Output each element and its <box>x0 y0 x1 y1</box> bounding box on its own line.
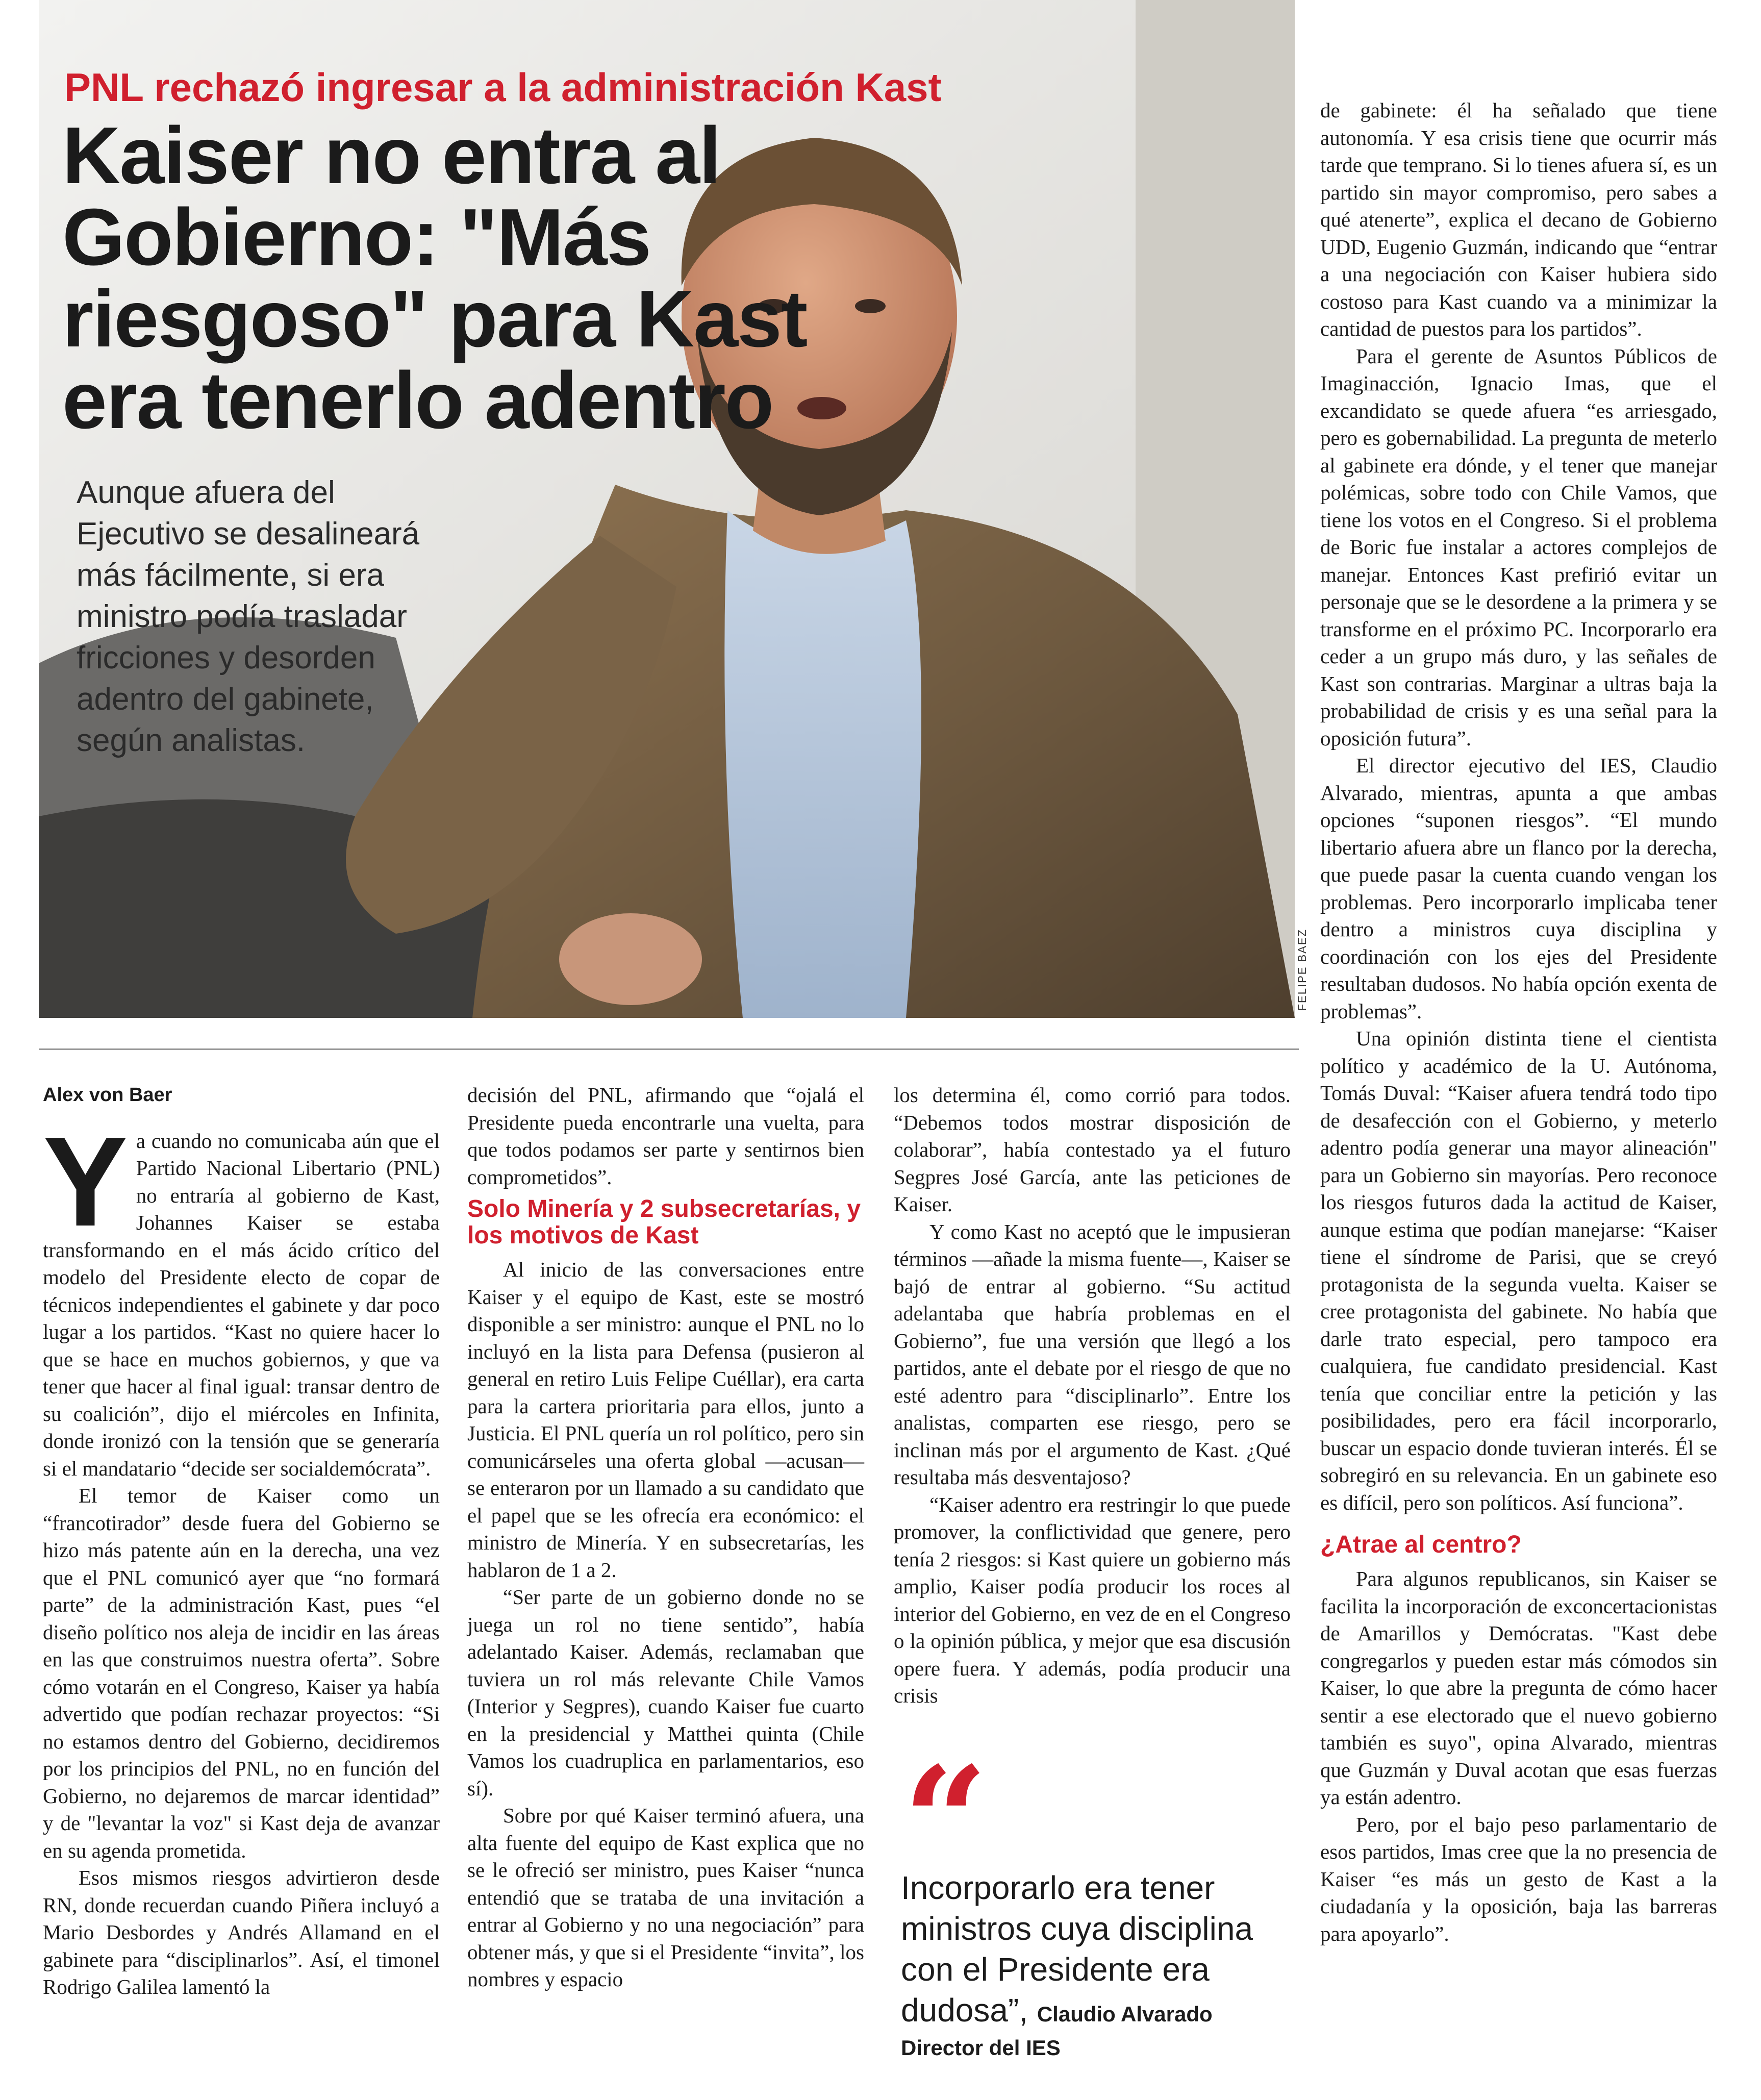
headline <box>62 111 878 445</box>
dek-line: adentro del gabinete, <box>77 682 374 717</box>
dek-line: Ejecutivo se desalineará <box>77 516 420 552</box>
subhead: ¿Atrae al centro? <box>1320 1531 1522 1558</box>
headline-line: Kaiser no entra al <box>62 111 720 201</box>
section-divider <box>39 1048 1299 1050</box>
dek-line: ministro podía trasladar <box>77 599 407 634</box>
paragraph: los determina él, como corrió para todos. “Debemos todos mostrar disposición de colaborar”, había contestado ya el futuro Segpres José García, ante las peticiones de Kaiser. <box>894 1083 1291 1216</box>
article-column-4 <box>1320 97 1717 1947</box>
pull-quote-text: Incorporarlo era tener ministros cuya disciplina con el Presidente era dudosa”, <box>901 1869 1253 2029</box>
paragraph: El temor de Kaiser como un “francotirador” desde fuera del Gobierno se hizo más patente aún en la derecha, una vez que el PNL comunicó ayer que “no formará parte” de la administración Kast, pues “el diseño político nos aleja de incidir en las áreas en las que construimos nuestra oferta”. Sobre cómo votarán en el Congreso, Kaiser ya había advertido que podían rechazar proyectos: “Si no estamos dentro del Gobierno, decidiremos por los principios del PNL, no en función del Gobierno, no dejaremos de marcar identidad” y de "levantar la voz" si Kast deja de avanzar en su agenda prometida. <box>43 1484 440 1862</box>
paragraph: decisión del PNL, afirmando que “ojalá el Presidente pueda encontrarle una vuelta, para que todos podamos ser parte y sentirnos bien comprometidos”. <box>467 1083 864 1189</box>
paragraph: Una opinión distinta tiene el cientista político y académico de la U. Autónoma, Tomás Duval: “Kaiser afuera tendrá todo tipo de desafección con el Gobierno, y meterlo adentro podía generar una mayor alineación" para un Gobierno sin mayorías. Pero reconoce los riesgos futuros dada la actitud de Kaiser, aunque estima que podían manejarse: “Kaiser tiene el síndrome de Parisi, que se creyó protagonista de la segunda vuelta. Kaiser se cree protagonista del gabinete. No había que darle trato especial, pero tampoco era cualquiera, fue candidato presidencial. Kast tenía que conciliar entre la petición y las posibilidades, pero era fácil incorporarlo, buscar un espacio donde tuvieran interés. Él se sobregiró en su relevancia. En un gabinete eso es difícil, pero son políticos. Así funciona”. <box>1320 1027 1717 1514</box>
headline-line: riesgoso" para Kast <box>62 274 807 364</box>
subhead: Solo Minería y 2 subsecretarías, y los motivos de Kast <box>467 1195 861 1249</box>
paragraph: Al inicio de las conversaciones entre Kaiser y el equipo de Kast, este se mostró disponible a ser ministro: aunque el PNL no lo incluyó en la lista para Defensa (pusieron al general en retiro Luis Felipe Cuéllar), era carta para la cartera prioritaria para ellos, junto a Justicia. El PNL quería un rol político, pero sin comunicárseles una oferta global —acusan— se enteraron por un llamado a su candidato que el papel que se les ofrecía era económico: el ministro de Minería. Y en subsecretarías, les hablaron de 1 a 2. <box>467 1258 864 1582</box>
lead-paragraph <box>43 1110 440 1483</box>
paragraph: Pero, por el bajo peso parlamentario de esos partidos, Imas cree que la no presencia de Kaiser “es más un gesto de Kast a la ciudadanía y la oposición, baja las barreras para apoyarlo”. <box>1320 1812 1717 1945</box>
quote-mark: “ <box>903 1735 988 1908</box>
dek-line: Aunque afuera del <box>77 475 335 510</box>
pull-quote-author: Claudio Alvarado <box>1037 2002 1213 2026</box>
paragraph: Para el gerente de Asuntos Públicos de Imaginacción, Ignacio Imas, que el excandidato se quede afuera “es arriesgado, pero es gobernabilidad. La pregunta de meterlo al gabinete era dónde, y el tener que manejar polémicas, sobre todo con Chile Vamos, que tiene los votos en el Congreso. Si el problema de Boric fue instalar a actores complejos de manejar. Entonces Kast prefirió evitar un personaje que se le desordene a la primera y se transforme en el próximo PC. Incorporarlo era ceder a un grupo más duro, y las señales de Kast son contrarias. Marginar a ultras baja la probabilidad de crisis y es una señal para la oposición futura”. <box>1320 344 1717 750</box>
pull-quote <box>901 1867 1309 2061</box>
dek-line: más fácilmente, si era <box>77 558 384 593</box>
dek-line: fricciones y desorden <box>77 640 375 676</box>
headline-line: Gobierno: "Más <box>62 192 650 282</box>
paragraph: Y como Kast no aceptó que le impusieran términos —añade la misma fuente—, Kaiser se bajó de entrar al gobierno. “Su actitud adelantaba que habría problemas en el Gobierno”, fue una versión que llegó a los partidos, ante el debate por el riesgo de que no esté adentro para “disciplinarlo”. Entre los analistas, comparten ese riesgo, pero se inclinan más por el argumento de Kast. ¿Qué resultaba más desventajoso? <box>894 1219 1291 1489</box>
dek-line: según analistas. <box>77 723 306 758</box>
pull-quote-role: Director del IES <box>901 2036 1061 2060</box>
dropcap: Y <box>43 1110 128 1253</box>
paragraph: Para algunos republicanos, sin Kaiser se facilita la incorporación de exconcertacionistas de Amarillos y Demócratas. "Kast debe congregarlos y pueden estar más cómodos sin Kaiser, lo que abre la pregunta de cómo hacer sentir a ese electorado que el nuevo gobierno también es suyo", opina Alvarado, mientras que Guzmán y Duval acotan que esas fuerzas ya están adentro. <box>1320 1567 1717 1809</box>
paragraph: “Ser parte de un gobierno donde no se juega un rol no tiene sentido”, había adelantado Kaiser. Además, reclamaban que tuviera un rol más relevante Chile Vamos (Interior y Segpres), cuando Kaiser fue cuarto en la presidencial y Matthei quinta (Chile Vamos los cuadruplica en parlamentarios, eso sí). <box>467 1585 864 1800</box>
article-column-1 <box>43 1082 440 2001</box>
photo-credit: FELIPE BAEZ <box>1296 929 1309 1011</box>
paragraph: Sobre por qué Kaiser terminó afuera, una alta fuente del equipo de Kast explica que no se le ofreció ser ministro, pues Kaiser “nunca entendió que se trataba de una invitación a entrar al Gobierno y no una negociación” para obtener más, y que si el Presidente “invita”, los nombres y espacio <box>467 1804 864 1991</box>
article-column-2 <box>467 1082 864 1993</box>
paragraph: de gabinete: él ha señalado que tiene autonomía. Y esa crisis tiene que ocurrir más tarde que temprano. Si lo tienes afuera sí, es un partido sin mayor compromiso, pero sabes a qué atenerte”, explica el decano de Gobierno UDD, Eugenio Guzmán, indicando que “entrar a una negociación con Kaiser hubiera sido costoso para Kast cuando va a minimizar la cantidad de puestos para los partidos”. <box>1320 98 1717 340</box>
dek <box>77 472 474 761</box>
kicker: PNL rechazó ingresar a la administración Kast <box>64 65 942 110</box>
lead-text: a cuando no comunicaba aún que el Partido Nacional Libertario (PNL) no entraría al gobierno de Kast, Johannes Kaiser se estaba transformando en el más ácido crítico del modelo del Presidente electo de copar de técnicos independientes el gabinete y dar poco lugar a los partidos. “Kast no quiere hacer lo que se hace en muchos gobiernos, y que va tener que hacer al final igual: transar dentro de su coalición”, dijo el miércoles en Infinita, donde ironizó con la tensión que se generaría si el mandatario “decide ser socialdemócrata”. <box>43 1129 440 1480</box>
headline-line: era tenerlo adentro <box>62 356 773 445</box>
paragraph: “Kaiser adentro era restringir lo que puede promover, la conflictividad que genere, pero tenía 2 riesgos: si Kast quiere un gobierno más amplio, Kaiser podía producir los roces al interior del Gobierno, en vez de en el Congreso o la opinión pública, y mejor que esa discusión opere fuera. Y además, podía producir una crisis <box>894 1492 1291 1707</box>
byline: Alex von Baer <box>43 1084 172 1106</box>
paragraph: El director ejecutivo del IES, Claudio Alvarado, mientras, apunta a que ambas opciones “suponen riesgos”. “El mundo libertario afuera abre un flanco por la derecha, que puede pasar la cuenta cuando vengan los problemas. Pero incorporarlo implicaba tener dentro a ministros cuya disciplina y coordinación con los ejes del Presidente resultaban dudosos. No había opción exenta de problemas”. <box>1320 754 1717 1023</box>
paragraph: Esos mismos riesgos advirtieron desde RN, donde recuerdan cuando Piñera incluyó a Mario Desbordes y Andrés Allamand en el gabinete para “disciplinarlos”. Así, el timonel Rodrigo Galilea lamentó la <box>43 1866 440 1998</box>
article-column-3 <box>894 1082 1291 1710</box>
